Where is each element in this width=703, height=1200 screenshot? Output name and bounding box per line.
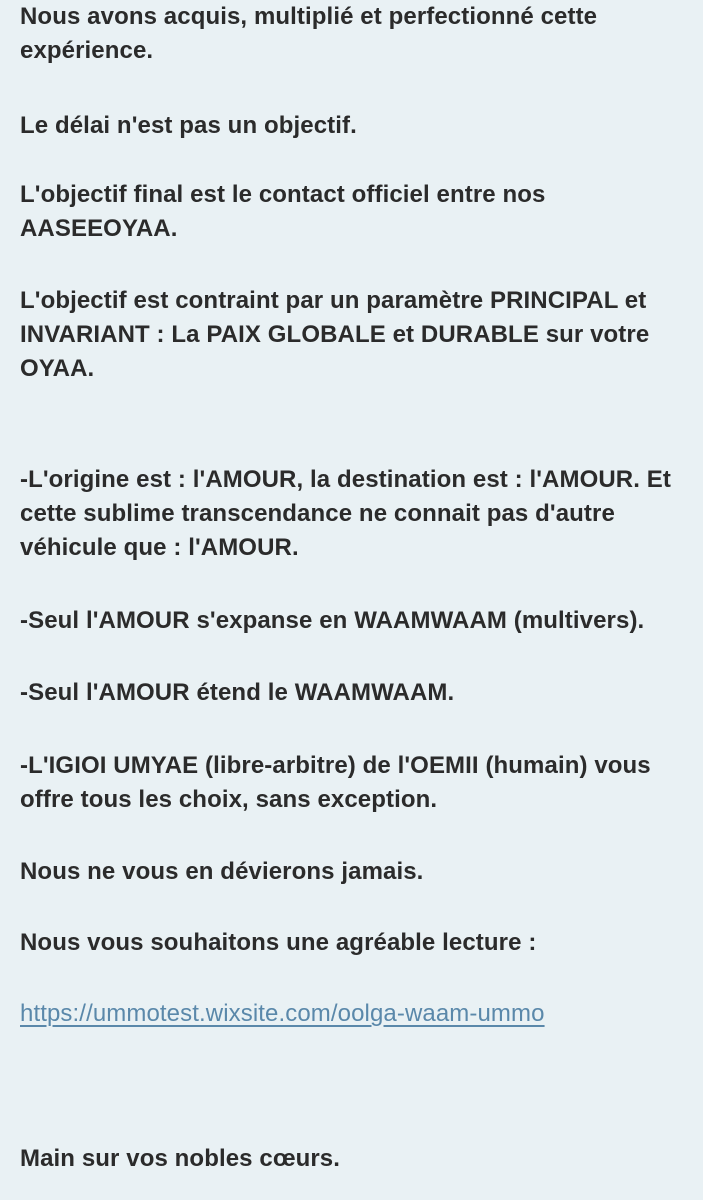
- paragraph-multivers: -Seul l'AMOUR s'expanse en WAAMWAAM (multivers).: [20, 607, 645, 634]
- paragraph-constraint: L'objectif est contraint par un paramètre PRINCIPAL et INVARIANT : La PAIX GLOBALE et DURABLE sur votre OYAA.: [20, 287, 650, 382]
- paragraph-waamwaam: -Seul l'AMOUR étend le WAAMWAAM.: [20, 679, 455, 706]
- paragraph-origin-love: -L'origine est : l'AMOUR, la destination est : l'AMOUR. Et cette sublime transcendance ne connait pas d'autre véhicule que : l'AMOUR.: [20, 466, 671, 561]
- paragraph-final-objective: L'objectif final est le contact officiel entre nos AASEEOYAA.: [20, 181, 546, 242]
- paragraph-never-deviate: Nous ne vous en dévierons jamais.: [20, 858, 424, 885]
- paragraph-free-will: -L'IGIOI UMYAE (libre-arbitre) de l'OEMII (humain) vous offre tous les choix, sans exception.: [20, 752, 651, 813]
- paragraph-delay: Le délai n'est pas un objectif.: [20, 112, 357, 139]
- closing-signature: Main sur vos nobles cœurs.: [20, 1145, 341, 1172]
- paragraph-experience: Nous avons acquis, multiplié et perfectionné cette expérience.: [20, 3, 598, 64]
- external-link[interactable]: https://ummotest.wixsite.com/oolga-waam-ummo: [20, 1000, 545, 1027]
- paragraph-reading-wish: Nous vous souhaitons une agréable lecture :: [20, 929, 537, 956]
